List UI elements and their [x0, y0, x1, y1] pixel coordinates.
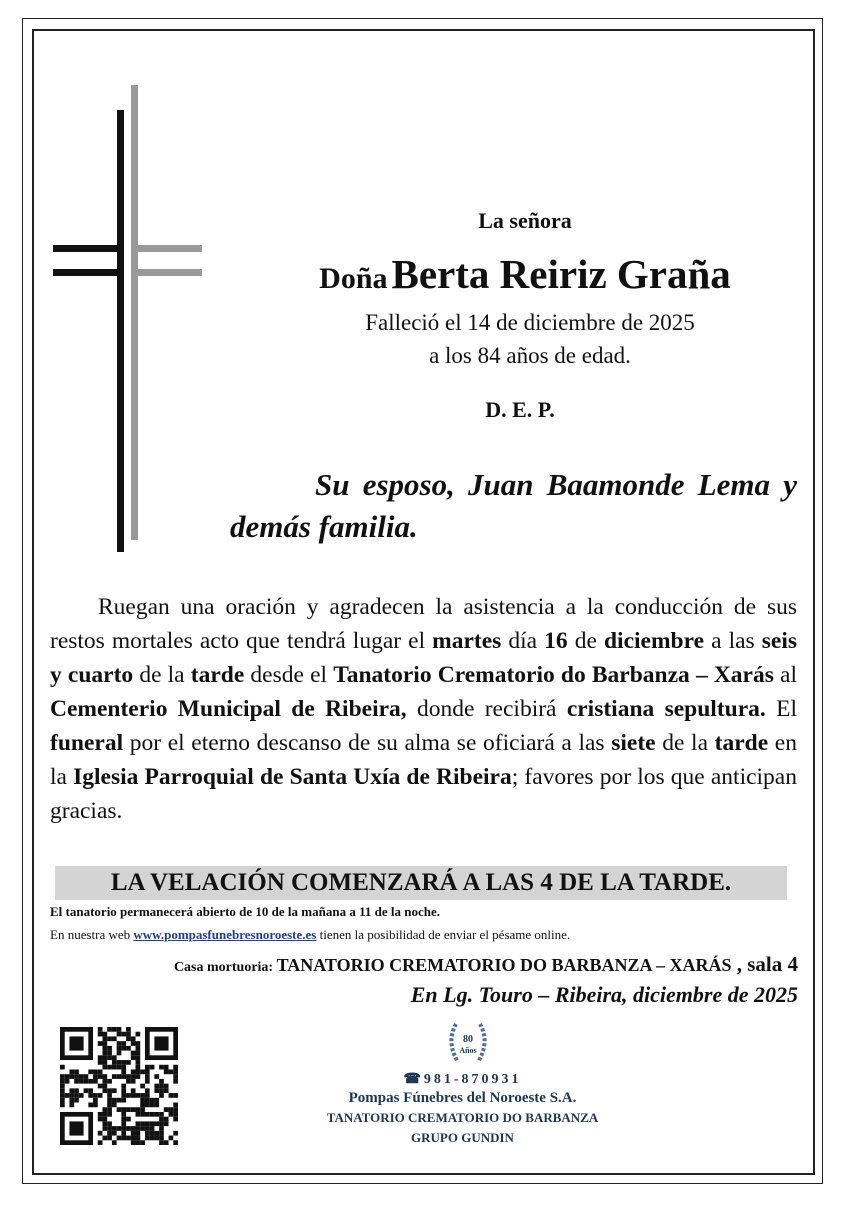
deceased-name: [245, 250, 805, 298]
phone-number: 981-870931: [423, 1072, 522, 1087]
hours: El tanatorio permanecerá abierto de 10 de la mañana a 11 de la noche.: [50, 904, 440, 919]
body-segment: por el eterno descanso de su alma se oficiará a las: [123, 730, 612, 756]
velacion-notice: LA VELACIÓN COMENZARÁ A LAS 4 DE LA TARDE.: [55, 866, 787, 900]
phone-icon: ☎: [403, 1072, 424, 1087]
web-line: [50, 927, 570, 943]
body-segment: ; favores por los que anticipan gracias.: [50, 764, 797, 824]
family: Su esposo, Juan Baamonde Lema y demás familia.: [230, 467, 797, 544]
body-segment: cristiana sepultura.: [566, 696, 766, 722]
body-segment: 16: [544, 628, 568, 654]
body-segment: funeral: [50, 730, 124, 756]
name: Berta Reiriz Graña: [391, 251, 731, 297]
svg-text:Años: Años: [459, 1046, 477, 1055]
body-segment: desde el: [244, 662, 334, 688]
body-segment: día: [501, 628, 545, 654]
web-before: En nuestra web: [50, 927, 134, 942]
body-segment: donde recibirá: [406, 696, 567, 722]
body-segment: tarde: [190, 662, 245, 688]
svg-text:80: 80: [463, 1034, 473, 1045]
group: GRUPO GUNDIN: [411, 1130, 514, 1145]
80-years-logo: [442, 1018, 494, 1068]
sala: , sala 4: [731, 952, 798, 976]
company: Pompas Fúnebres del Noroeste S.A.: [348, 1090, 577, 1106]
body-segment: al: [773, 662, 798, 688]
web-after: tienen la posibilidad de enviar el pésame online.: [316, 927, 571, 942]
body-segment: El: [765, 696, 798, 722]
body-segment: martes: [432, 628, 502, 654]
body-segment: siete: [611, 730, 656, 756]
honorific: Doña: [319, 262, 388, 295]
age: a los 84 años de edad.: [429, 343, 631, 368]
body-segment: de la: [133, 662, 191, 688]
body-paragraph: [50, 590, 797, 828]
dep: D. E. P.: [485, 397, 555, 422]
body-segment: seis y cuarto: [50, 628, 797, 688]
tanatorio: TANATORIO CREMATORIO DO BARBANZA: [326, 1110, 599, 1125]
body-segment: de la: [655, 730, 715, 756]
body-segment: diciembre: [603, 628, 705, 654]
web-link[interactable]: www.pompasfunebresnoroeste.es: [133, 927, 317, 942]
casa-label: Casa mortuoria:: [173, 960, 277, 975]
death-date: Falleció el 14 de diciembre de 2025: [365, 310, 695, 335]
body-segment: Ruegan una oración y agradecen la asistencia a la conducción de sus restos mortales acto que tendrá lugar el: [50, 594, 797, 654]
body-segment: Iglesia Parroquial de Santa Uxía de Ribeira: [73, 764, 512, 790]
phone: [300, 1071, 625, 1088]
casa-value: TANATORIO CREMATORIO DO BARBANZA – XARÁS: [276, 955, 732, 975]
body-segment: a las: [704, 628, 762, 654]
body-segment: Cementerio Municipal de Ribeira,: [50, 696, 407, 722]
body-segment: tarde: [714, 730, 769, 756]
title-line: La señora: [478, 208, 572, 233]
qr-code: [60, 1027, 178, 1145]
body-segment: Tanatorio Crematorio do Barbanza – Xarás: [333, 662, 774, 688]
body-segment: en la: [50, 730, 797, 790]
body-segment: de: [567, 628, 604, 654]
place-date: En Lg. Touro – Ribeira, diciembre de 2025: [410, 982, 798, 1007]
casa-mortuoria: [174, 952, 798, 977]
